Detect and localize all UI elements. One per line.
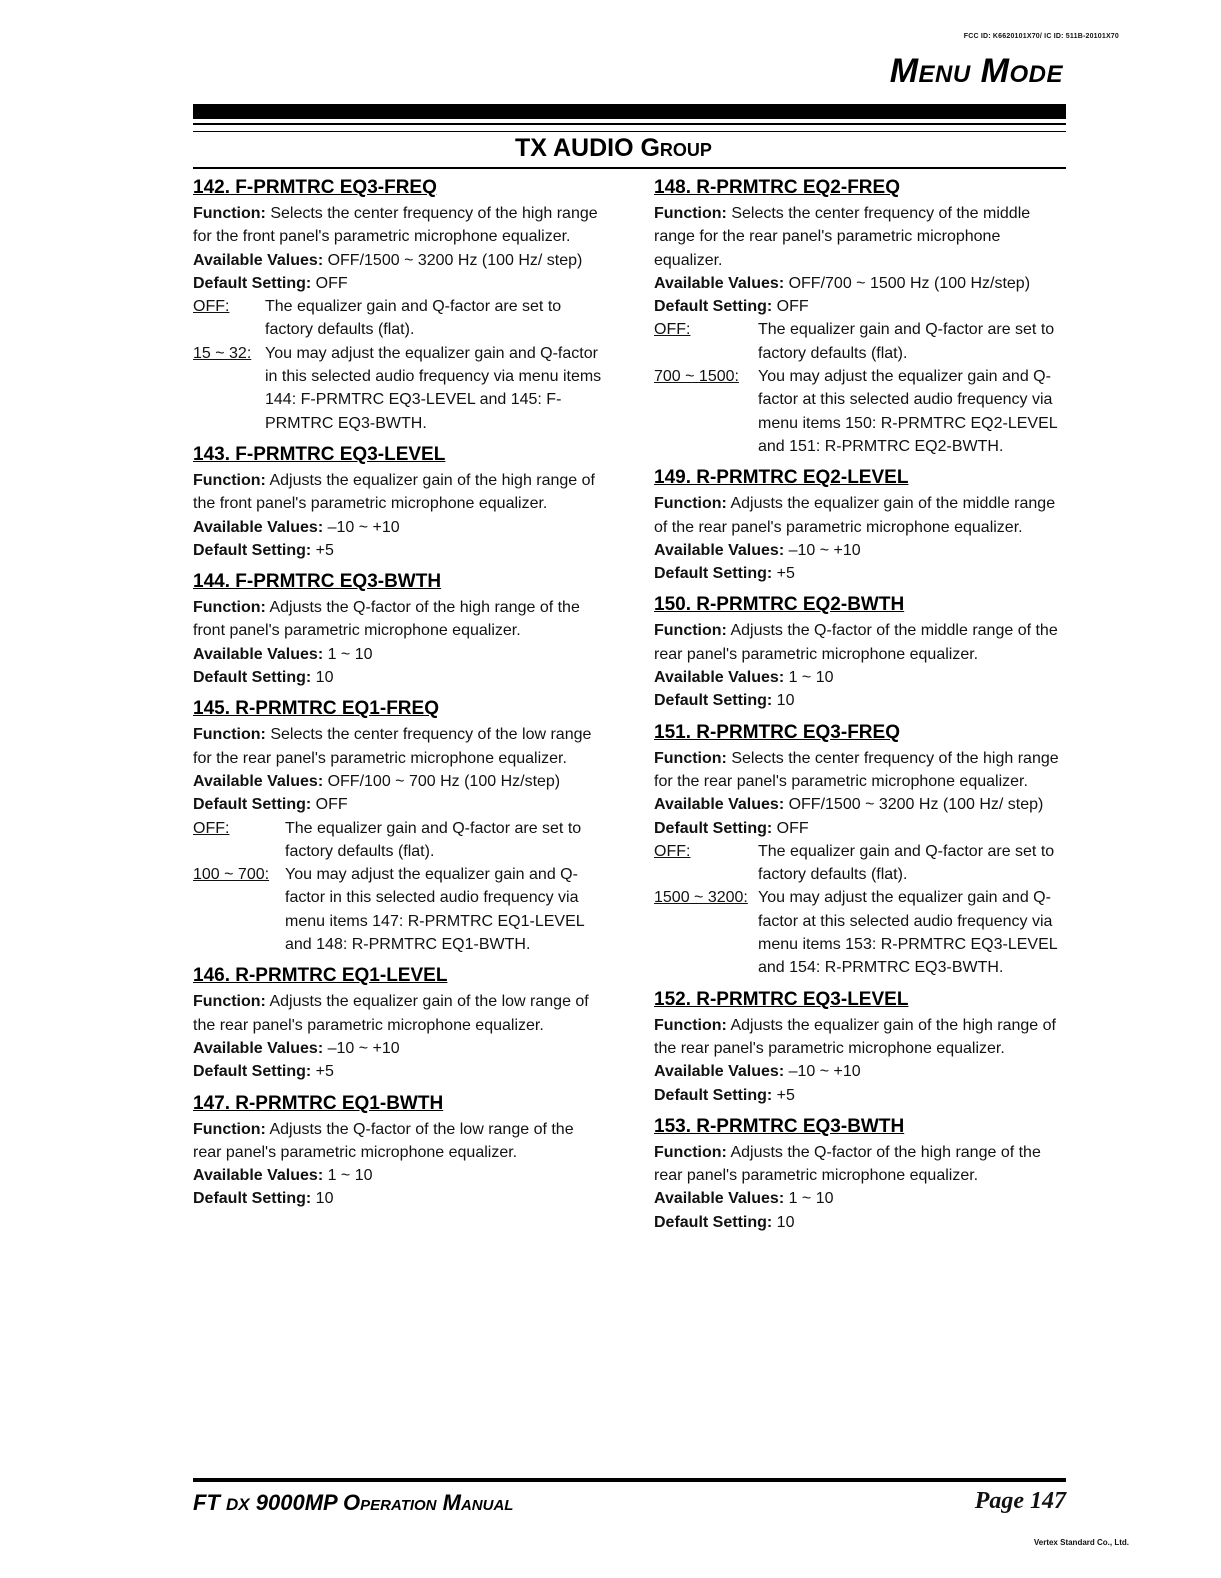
available-values-label: Available Values: — [193, 251, 324, 269]
default-setting-line — [193, 666, 605, 689]
default-setting-line — [193, 539, 605, 562]
option-key — [193, 342, 265, 435]
option-description: You may adjust the equalizer gain and Q-factor at this selected audio frequency via menu items 153: R-PRMTRC EQ3-LEVEL and 154: R-PRMTRC EQ3-BWTH. — [758, 889, 1058, 977]
group-title: TX AUDIO Group — [515, 134, 712, 162]
available-values-label: Available Values: — [654, 274, 785, 292]
function-text: Adjusts the equalizer gain of the low range of the rear panel's parametric microphone equalizer. — [193, 993, 589, 1034]
default-setting-text: +5 — [772, 565, 795, 583]
menu-item-section — [654, 176, 1066, 458]
header-rule-hairline — [193, 131, 1066, 132]
option-key-text: OFF: — [193, 819, 230, 837]
group-title-rule — [193, 167, 1066, 169]
option-row — [654, 365, 1066, 458]
option-key — [654, 365, 758, 458]
available-values-text: –10 ~ +10 — [784, 1063, 861, 1081]
menu-item-section — [654, 466, 1066, 585]
menu-item-title: 146. R-PRMTRC EQ1-LEVEL — [193, 965, 448, 987]
default-setting-text: OFF — [311, 274, 348, 292]
available-values-line — [193, 1037, 605, 1060]
option-key-text: 100 ~ 700: — [193, 866, 270, 884]
available-values-line — [654, 272, 1066, 295]
menu-item-section — [193, 697, 605, 956]
footer-rule — [193, 1478, 1066, 1482]
option-description: The equalizer gain and Q-factor are set to factory defaults (flat). — [758, 321, 1055, 362]
menu-item-section — [193, 570, 605, 689]
option-key — [193, 817, 285, 864]
default-setting-text: OFF — [772, 298, 809, 316]
page-section-title: Menu Mode — [889, 52, 1063, 90]
option-key-text: OFF: — [654, 842, 691, 860]
menu-item-section — [654, 721, 1066, 980]
function-label: Function: — [193, 993, 266, 1011]
available-values-line — [654, 539, 1066, 562]
function-text: Selects the center frequency of the high range for the front panel's parametric microphone equalizer. — [193, 205, 598, 246]
function-line — [654, 619, 1066, 666]
default-setting-label: Default Setting: — [193, 274, 312, 292]
function-line — [654, 492, 1066, 539]
function-text: Adjusts the equalizer gain of the middle range of the rear panel's parametric microphone equalizer. — [654, 495, 1056, 536]
available-values-line — [193, 770, 605, 793]
function-label: Function: — [654, 749, 727, 767]
footer-model-number: 9000MP — [255, 1490, 337, 1515]
available-values-text: OFF/1500 ~ 3200 Hz (100 Hz/ step) — [323, 251, 583, 269]
default-setting-line — [193, 1187, 605, 1210]
menu-item-title: 143. F-PRMTRC EQ3-LEVEL — [193, 443, 446, 465]
menu-item-title: 149. R-PRMTRC EQ2-LEVEL — [654, 467, 909, 489]
available-values-line — [193, 516, 605, 539]
available-values-label: Available Values: — [654, 541, 785, 559]
option-key-text: 700 ~ 1500: — [654, 368, 739, 386]
available-values-label: Available Values: — [654, 1190, 785, 1208]
default-setting-text: 10 — [311, 1190, 334, 1208]
available-values-label: Available Values: — [654, 1063, 785, 1081]
available-values-label: Available Values: — [193, 1039, 324, 1057]
default-setting-line — [654, 562, 1066, 585]
default-setting-text: 10 — [772, 692, 795, 710]
function-label: Function: — [654, 495, 727, 513]
right-column — [654, 176, 1066, 1242]
function-line — [193, 1118, 605, 1165]
function-label: Function: — [654, 622, 727, 640]
function-text: Adjusts the Q-factor of the high range of the front panel's parametric microphone equalizer. — [193, 599, 580, 640]
function-label: Function: — [193, 205, 266, 222]
available-values-label: Available Values: — [193, 1167, 324, 1185]
default-setting-line — [654, 689, 1066, 712]
default-setting-text: +5 — [311, 541, 334, 559]
option-key — [654, 318, 758, 365]
function-label: Function: — [654, 1016, 727, 1034]
default-setting-text: +5 — [772, 1086, 795, 1104]
menu-item-section — [654, 1115, 1066, 1234]
default-setting-label: Default Setting: — [654, 819, 773, 837]
default-setting-label: Default Setting: — [193, 1063, 312, 1081]
available-values-line — [654, 793, 1066, 816]
function-text: Adjusts the equalizer gain of the high range of the rear panel's parametric microphone equalizer. — [654, 1016, 1056, 1057]
function-text: Adjusts the equalizer gain of the high range of the front panel's parametric microphone equalizer. — [193, 471, 595, 513]
option-key-text: 15 ~ 32: — [193, 344, 252, 362]
available-values-label: Available Values: — [193, 645, 324, 663]
function-line — [654, 1141, 1066, 1188]
function-label: Function: — [654, 205, 727, 222]
function-text: Selects the center frequency of the high range for the rear panel's parametric microphone equalizer. — [654, 749, 1059, 790]
default-setting-line — [654, 295, 1066, 318]
function-text: Adjusts the Q-factor of the low range of the rear panel's parametric microphone equalizer. — [193, 1120, 574, 1161]
available-values-label: Available Values: — [193, 518, 324, 536]
default-setting-text: 10 — [772, 1213, 795, 1231]
menu-item-title: 152. R-PRMTRC EQ3-LEVEL — [654, 988, 909, 1010]
function-line — [654, 1014, 1066, 1061]
option-row — [193, 342, 605, 435]
function-label: Function: — [193, 599, 266, 617]
footer-model-dx: DX — [226, 1495, 250, 1514]
function-line — [193, 596, 605, 643]
function-text: Selects the center frequency of the middle range for the rear panel's parametric microphone equalizer. — [654, 205, 1031, 269]
option-description: You may adjust the equalizer gain and Q-factor in this selected audio frequency via menu items 144: F-PRMTRC EQ3-LEVEL and 145: F-PRMTRC EQ3-BWTH. — [265, 344, 602, 432]
option-row — [193, 863, 605, 956]
available-values-text: 1 ~ 10 — [323, 1167, 373, 1185]
option-row — [193, 295, 605, 342]
function-text: Selects the center frequency of the low range for the rear panel's parametric microphone equalizer. — [193, 726, 592, 767]
fcc-id: FCC ID: K6620101X70/ IC ID: 511B-20101X70 — [963, 33, 1119, 40]
option-key — [193, 863, 285, 956]
menu-item-section — [193, 964, 605, 1083]
default-setting-label: Default Setting: — [654, 692, 773, 710]
function-line — [654, 202, 1066, 272]
option-row — [654, 886, 1066, 979]
available-values-text: OFF/1500 ~ 3200 Hz (100 Hz/ step) — [784, 796, 1044, 814]
menu-item-section — [193, 176, 605, 435]
function-label: Function: — [193, 471, 266, 489]
left-column — [193, 176, 605, 1219]
function-line — [654, 747, 1066, 794]
default-setting-label: Default Setting: — [193, 1190, 312, 1208]
available-values-text: –10 ~ +10 — [323, 518, 400, 536]
available-values-label: Available Values: — [654, 669, 785, 687]
default-setting-line — [193, 793, 605, 816]
default-setting-text: +5 — [311, 1063, 334, 1081]
option-description: The equalizer gain and Q-factor are set to factory defaults (flat). — [265, 298, 562, 339]
available-values-line — [654, 1187, 1066, 1210]
default-setting-label: Default Setting: — [654, 565, 773, 583]
footer-manual-label: Operation Manual — [343, 1490, 514, 1515]
available-values-text: 1 ~ 10 — [323, 645, 373, 663]
available-values-text: –10 ~ +10 — [323, 1039, 400, 1057]
function-text: Adjusts the Q-factor of the middle range of the rear panel's parametric microphone equalizer. — [654, 622, 1058, 663]
function-line — [193, 723, 605, 770]
option-row — [654, 318, 1066, 365]
function-label: Function: — [193, 1120, 266, 1138]
available-values-line — [654, 1060, 1066, 1083]
default-setting-line — [193, 272, 605, 295]
default-setting-label: Default Setting: — [193, 796, 312, 814]
available-values-line — [654, 666, 1066, 689]
header-rule-thick — [193, 104, 1066, 119]
header-rule-thin — [193, 123, 1066, 125]
menu-item-section — [193, 443, 605, 562]
default-setting-line — [654, 1084, 1066, 1107]
company-name: Vertex Standard Co., Ltd. — [1033, 1538, 1129, 1547]
option-key — [654, 840, 758, 887]
function-line — [193, 202, 605, 249]
available-values-text: 1 ~ 10 — [784, 669, 834, 687]
footer-manual-title — [193, 1490, 513, 1516]
option-key-text: OFF: — [654, 321, 691, 339]
default-setting-text: OFF — [311, 796, 348, 814]
function-label: Function: — [654, 1143, 727, 1161]
available-values-text: 1 ~ 10 — [784, 1190, 834, 1208]
option-row — [654, 840, 1066, 887]
menu-item-title: 148. R-PRMTRC EQ2-FREQ — [654, 177, 900, 198]
option-row — [193, 817, 605, 864]
default-setting-line — [193, 1060, 605, 1083]
available-values-text: OFF/700 ~ 1500 Hz (100 Hz/step) — [784, 274, 1031, 292]
menu-item-title: 151. R-PRMTRC EQ3-FREQ — [654, 721, 900, 743]
page-number: Page 147 — [974, 1488, 1066, 1514]
default-setting-label: Default Setting: — [193, 541, 312, 559]
available-values-line — [193, 249, 605, 272]
available-values-text: OFF/100 ~ 700 Hz (100 Hz/step) — [323, 772, 561, 790]
option-key-text: OFF: — [193, 298, 230, 316]
menu-item-title: 150. R-PRMTRC EQ2-BWTH — [654, 594, 905, 616]
menu-item-section — [654, 988, 1066, 1107]
option-description: The equalizer gain and Q-factor are set to factory defaults (flat). — [758, 842, 1055, 884]
default-setting-text: 10 — [311, 669, 334, 687]
option-description: You may adjust the equalizer gain and Q-factor at this selected audio frequency via menu items 150: R-PRMTRC EQ2-LEVEL and 151: R-PRMTRC EQ2-BWTH. — [758, 368, 1058, 455]
default-setting-line — [654, 817, 1066, 840]
available-values-label: Available Values: — [193, 772, 324, 790]
default-setting-label: Default Setting: — [654, 298, 773, 316]
available-values-line — [193, 643, 605, 666]
available-values-label: Available Values: — [654, 796, 785, 814]
option-description: The equalizer gain and Q-factor are set to factory defaults (flat). — [285, 819, 582, 860]
available-values-line — [193, 1164, 605, 1187]
function-text: Adjusts the Q-factor of the high range of the rear panel's parametric microphone equalizer. — [654, 1143, 1041, 1185]
default-setting-label: Default Setting: — [193, 669, 312, 687]
menu-item-title: 144. F-PRMTRC EQ3-BWTH — [193, 571, 442, 593]
option-key — [193, 295, 265, 342]
option-description: You may adjust the equalizer gain and Q-factor in this selected audio frequency via menu items 147: R-PRMTRC EQ1-LEVEL and 148: R-PRMTRC EQ1-BWTH. — [285, 866, 585, 954]
function-line — [193, 990, 605, 1037]
option-key — [654, 886, 758, 979]
default-setting-label: Default Setting: — [654, 1086, 773, 1104]
function-label: Function: — [193, 726, 266, 744]
function-line — [193, 469, 605, 516]
footer-model-prefix: FT — [193, 1490, 220, 1515]
menu-item-section — [193, 1092, 605, 1211]
menu-item-title: 142. F-PRMTRC EQ3-FREQ — [193, 177, 437, 198]
default-setting-text: OFF — [772, 819, 809, 837]
menu-item-section — [654, 593, 1066, 712]
menu-item-title: 153. R-PRMTRC EQ3-BWTH — [654, 1115, 905, 1137]
default-setting-label: Default Setting: — [654, 1213, 773, 1231]
menu-item-title: 147. R-PRMTRC EQ1-BWTH — [193, 1092, 444, 1114]
option-key-text: 1500 ~ 3200: — [654, 889, 748, 907]
default-setting-line — [654, 1211, 1066, 1234]
available-values-text: –10 ~ +10 — [784, 541, 861, 559]
menu-item-title: 145. R-PRMTRC EQ1-FREQ — [193, 698, 439, 720]
